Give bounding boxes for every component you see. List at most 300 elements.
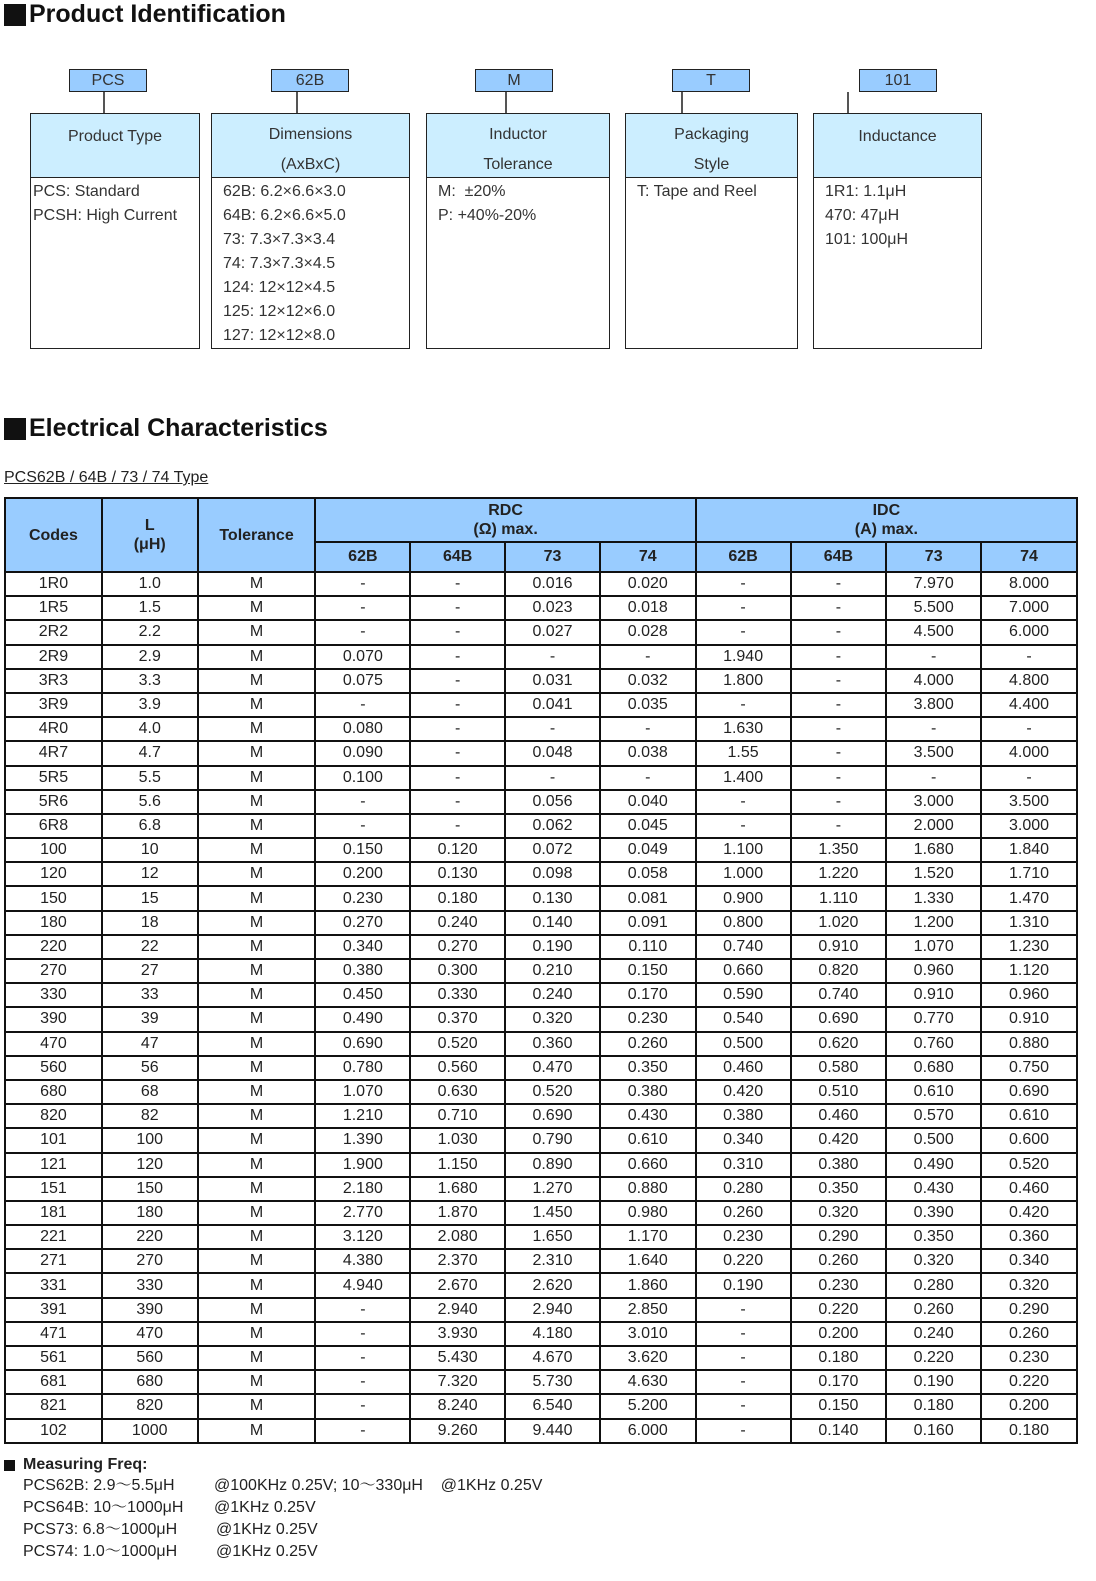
header-rdc-64b: 64B (410, 542, 505, 572)
cell-rdc-64b: - (410, 790, 505, 814)
heading-line: Inductor (489, 126, 547, 143)
cell-rdc-64b: 0.560 (410, 1056, 505, 1080)
id-item: 125: 12×12×6.0 (223, 303, 336, 320)
header-tolerance: Tolerance (198, 498, 316, 572)
heading-line: Style (693, 156, 730, 173)
cell-rdc-64b: 1.150 (410, 1153, 505, 1177)
measuring-range: PCS64B: 10～1000μH (23, 1499, 184, 1516)
cell-idc-64b: 0.200 (791, 1322, 887, 1346)
cell-rdc-74: 4.630 (600, 1370, 696, 1394)
cell-idc-64b: 1.350 (791, 838, 887, 862)
cell-code: 5R6 (5, 790, 102, 814)
cell-rdc-64b: 7.320 (410, 1370, 505, 1394)
id-item: PCS: Standard (33, 183, 140, 200)
cell-idc-73: 0.610 (886, 1080, 981, 1104)
header-idc-74: 74 (981, 542, 1077, 572)
cell-code: 4R0 (5, 717, 102, 741)
header-idc-line1: IDC (872, 502, 901, 519)
cell-rdc-62b: 0.075 (315, 669, 410, 693)
cell-rdc-73: 0.890 (505, 1153, 600, 1177)
table-row (5, 1322, 1077, 1346)
cell-rdc-73: - (505, 766, 600, 790)
cell-tolerance: M (198, 596, 316, 620)
cell-idc-73: 4.000 (886, 669, 981, 693)
cell-rdc-74: 0.049 (600, 838, 696, 862)
cell-tolerance: M (198, 1056, 316, 1080)
cell-rdc-62b: 3.120 (315, 1225, 410, 1249)
cell-rdc-64b: 3.930 (410, 1322, 505, 1346)
cell-code: 330 (5, 983, 102, 1007)
table-row (5, 959, 1077, 983)
cell-rdc-62b: 1.070 (315, 1080, 410, 1104)
header-rdc-74: 74 (600, 542, 696, 572)
cell-code: 2R9 (5, 645, 102, 669)
cell-idc-74: 0.360 (981, 1225, 1077, 1249)
square-bullet-icon (4, 4, 26, 26)
cell-idc-73: 7.970 (886, 572, 981, 596)
measuring-freq-title: Measuring Freq: (23, 1456, 148, 1473)
cell-rdc-64b: - (410, 645, 505, 669)
cell-inductance: 1000 (102, 1419, 198, 1443)
table-row (5, 1128, 1077, 1152)
id-column-body (427, 178, 609, 228)
cell-code: 2R2 (5, 620, 102, 644)
cell-idc-62b: 0.260 (696, 1201, 791, 1225)
cell-rdc-64b: 0.270 (410, 935, 505, 959)
cell-inductance: 22 (102, 935, 198, 959)
cell-idc-73: 3.000 (886, 790, 981, 814)
cell-rdc-73: 0.140 (505, 911, 600, 935)
id-column-tolerance (426, 113, 610, 349)
cell-idc-73: 0.280 (886, 1273, 981, 1297)
cell-inductance: 27 (102, 959, 198, 983)
cell-inductance: 47 (102, 1032, 198, 1056)
cell-tolerance: M (198, 959, 316, 983)
cell-rdc-62b: - (315, 814, 410, 838)
cell-rdc-64b: 0.370 (410, 1007, 505, 1031)
cell-rdc-73: 4.180 (505, 1322, 600, 1346)
id-item: 64B: 6.2×6.6×5.0 (223, 207, 346, 224)
measuring-condition: @100KHz 0.25V; 10～330μH @1KHz 0.25V (214, 1477, 543, 1494)
cell-idc-62b: - (696, 1322, 791, 1346)
cell-rdc-74: 0.018 (600, 596, 696, 620)
cell-idc-74: 0.690 (981, 1080, 1077, 1104)
cell-idc-62b: 0.900 (696, 886, 791, 910)
table-subtitle: PCS62B / 64B / 73 / 74 Type (4, 469, 209, 486)
cell-idc-73: 0.500 (886, 1128, 981, 1152)
cell-rdc-74: 0.230 (600, 1007, 696, 1031)
cell-tolerance: M (198, 1225, 316, 1249)
id-column-dimensions (211, 113, 410, 349)
cell-rdc-74: 0.038 (600, 741, 696, 765)
cell-rdc-62b: - (315, 1298, 410, 1322)
measuring-range: PCS73: 6.8～1000μH (23, 1521, 178, 1538)
cell-idc-62b: 0.740 (696, 935, 791, 959)
table-row (5, 766, 1077, 790)
cell-inductance: 5.6 (102, 790, 198, 814)
measuring-freq-heading (4, 1455, 542, 1475)
cell-rdc-73: 0.031 (505, 669, 600, 693)
id-item: 1R1: 1.1μH (825, 183, 907, 200)
cell-rdc-62b: 2.180 (315, 1177, 410, 1201)
connector-line (103, 92, 105, 113)
cell-rdc-62b: - (315, 693, 410, 717)
cell-idc-64b: 1.220 (791, 862, 887, 886)
cell-rdc-74: 0.110 (600, 935, 696, 959)
cell-rdc-74: 6.000 (600, 1419, 696, 1443)
cell-rdc-74: - (600, 717, 696, 741)
cell-code: 470 (5, 1032, 102, 1056)
cell-code: 270 (5, 959, 102, 983)
cell-rdc-73: - (505, 717, 600, 741)
heading-line: Inductance (858, 128, 937, 145)
cell-rdc-74: 0.350 (600, 1056, 696, 1080)
table-row (5, 862, 1077, 886)
cell-idc-64b: 0.170 (791, 1370, 887, 1394)
cell-code: 3R3 (5, 669, 102, 693)
table-row (5, 814, 1077, 838)
cell-rdc-62b: 4.940 (315, 1273, 410, 1297)
cell-rdc-64b: 2.080 (410, 1225, 505, 1249)
section-title-text: Electrical Characteristics (29, 414, 328, 442)
cell-idc-73: 1.520 (886, 862, 981, 886)
id-item: 73: 7.3×7.3×3.4 (223, 231, 336, 248)
header-codes: Codes (5, 498, 102, 572)
table-row (5, 1225, 1077, 1249)
table-row (5, 741, 1077, 765)
cell-tolerance: M (198, 669, 316, 693)
cell-rdc-73: 0.790 (505, 1128, 600, 1152)
cell-rdc-74: 0.032 (600, 669, 696, 693)
cell-tolerance: M (198, 1394, 316, 1418)
cell-rdc-73: 0.048 (505, 741, 600, 765)
id-column-heading (31, 114, 199, 178)
cell-idc-73: 1.680 (886, 838, 981, 862)
cell-idc-73: 0.180 (886, 1394, 981, 1418)
cell-inductance: 470 (102, 1322, 198, 1346)
cell-rdc-73: 0.062 (505, 814, 600, 838)
cell-code: 221 (5, 1225, 102, 1249)
cell-idc-62b: 0.540 (696, 1007, 791, 1031)
cell-code: 821 (5, 1394, 102, 1418)
cell-tolerance: M (198, 911, 316, 935)
table-row (5, 1177, 1077, 1201)
cell-rdc-62b: 0.230 (315, 886, 410, 910)
cell-rdc-62b: 0.270 (315, 911, 410, 935)
cell-rdc-64b: 0.630 (410, 1080, 505, 1104)
cell-rdc-64b: 0.130 (410, 862, 505, 886)
cell-rdc-73: 0.098 (505, 862, 600, 886)
cell-idc-73: 0.960 (886, 959, 981, 983)
cell-idc-74: 1.470 (981, 886, 1077, 910)
cell-rdc-64b: - (410, 814, 505, 838)
cell-rdc-64b: 2.370 (410, 1249, 505, 1273)
cell-rdc-73: 2.940 (505, 1298, 600, 1322)
cell-rdc-73: 0.027 (505, 620, 600, 644)
cell-inductance: 56 (102, 1056, 198, 1080)
cell-rdc-62b: - (315, 1370, 410, 1394)
cell-idc-74: 6.000 (981, 620, 1077, 644)
cell-idc-64b: 0.910 (791, 935, 887, 959)
cell-rdc-62b: - (315, 596, 410, 620)
header-idc-62b: 62B (696, 542, 791, 572)
cell-idc-64b: - (791, 790, 887, 814)
heading-line: Packaging (674, 126, 749, 143)
cell-rdc-74: 0.035 (600, 693, 696, 717)
cell-inductance: 6.8 (102, 814, 198, 838)
id-item: 62B: 6.2×6.6×3.0 (223, 183, 346, 200)
cell-idc-73: 0.320 (886, 1249, 981, 1273)
cell-idc-74: - (981, 766, 1077, 790)
table-row (5, 620, 1077, 644)
id-column-body (31, 178, 199, 228)
cell-code: 121 (5, 1153, 102, 1177)
cell-inductance: 680 (102, 1370, 198, 1394)
heading-line: Dimensions (268, 126, 353, 143)
section-title-text: Product Identification (29, 0, 286, 28)
cell-idc-62b: 0.190 (696, 1273, 791, 1297)
cell-idc-73: 4.500 (886, 620, 981, 644)
cell-rdc-73: 0.210 (505, 959, 600, 983)
cell-rdc-64b: 9.260 (410, 1419, 505, 1443)
cell-rdc-62b: - (315, 1322, 410, 1346)
measuring-freq-notes (4, 1455, 542, 1563)
cell-idc-74: 4.800 (981, 669, 1077, 693)
cell-idc-62b: 0.220 (696, 1249, 791, 1273)
cell-idc-74: 0.610 (981, 1104, 1077, 1128)
electrical-table-body (5, 572, 1077, 1443)
id-column-heading (626, 114, 797, 178)
id-column-body (626, 178, 797, 204)
cell-code: 100 (5, 838, 102, 862)
cell-idc-74: 0.460 (981, 1177, 1077, 1201)
cell-idc-62b: 0.660 (696, 959, 791, 983)
header-idc-line2: (A) max. (854, 521, 918, 538)
cell-tolerance: M (198, 572, 316, 596)
cell-idc-73: 1.200 (886, 911, 981, 935)
cell-code: 1R0 (5, 572, 102, 596)
cell-inductance: 120 (102, 1153, 198, 1177)
cell-inductance: 330 (102, 1273, 198, 1297)
cell-idc-64b: 0.230 (791, 1273, 887, 1297)
id-column-product-type (30, 113, 200, 349)
cell-rdc-73: 0.016 (505, 572, 600, 596)
cell-rdc-64b: 8.240 (410, 1394, 505, 1418)
cell-idc-64b: - (791, 741, 887, 765)
cell-idc-74: - (981, 645, 1077, 669)
cell-rdc-73: - (505, 645, 600, 669)
cell-rdc-74: 0.880 (600, 1177, 696, 1201)
cell-code: 6R8 (5, 814, 102, 838)
cell-idc-62b: 1.630 (696, 717, 791, 741)
cell-rdc-64b: 1.030 (410, 1128, 505, 1152)
cell-inductance: 39 (102, 1007, 198, 1031)
cell-inductance: 2.2 (102, 620, 198, 644)
id-column-inductance (813, 113, 982, 349)
cell-inductance: 180 (102, 1201, 198, 1225)
cell-rdc-73: 0.360 (505, 1032, 600, 1056)
table-row (5, 1056, 1077, 1080)
cell-idc-74: 1.840 (981, 838, 1077, 862)
measuring-range: PCS62B: 2.9～5.5μH (23, 1477, 175, 1494)
cell-idc-62b: - (696, 1370, 791, 1394)
table-row (5, 1298, 1077, 1322)
cell-rdc-62b: 1.390 (315, 1128, 410, 1152)
cell-idc-73: 0.570 (886, 1104, 981, 1128)
cell-rdc-62b: 0.150 (315, 838, 410, 862)
cell-rdc-62b: 0.380 (315, 959, 410, 983)
cell-rdc-74: - (600, 645, 696, 669)
cell-inductance: 3.9 (102, 693, 198, 717)
id-item: 74: 7.3×7.3×4.5 (223, 255, 336, 272)
id-item: T: Tape and Reel (637, 183, 757, 200)
cell-inductance: 270 (102, 1249, 198, 1273)
cell-idc-64b: 0.620 (791, 1032, 887, 1056)
table-row (5, 1032, 1077, 1056)
cell-idc-73: 0.910 (886, 983, 981, 1007)
header-idc-64b: 64B (791, 542, 887, 572)
cell-inductance: 5.5 (102, 766, 198, 790)
cell-idc-73: 0.240 (886, 1322, 981, 1346)
cell-rdc-62b: 1.900 (315, 1153, 410, 1177)
cell-idc-64b: 0.150 (791, 1394, 887, 1418)
cell-tolerance: M (198, 1370, 316, 1394)
code-box-packaging: T (672, 69, 750, 92)
cell-idc-73: 0.770 (886, 1007, 981, 1031)
cell-idc-74: 1.310 (981, 911, 1077, 935)
cell-rdc-73: 9.440 (505, 1419, 600, 1443)
cell-rdc-73: 0.240 (505, 983, 600, 1007)
cell-rdc-73: 0.072 (505, 838, 600, 862)
cell-idc-64b: 0.740 (791, 983, 887, 1007)
cell-rdc-74: 1.860 (600, 1273, 696, 1297)
cell-tolerance: M (198, 693, 316, 717)
cell-rdc-74: 0.660 (600, 1153, 696, 1177)
id-column-heading (427, 114, 609, 178)
cell-tolerance: M (198, 1153, 316, 1177)
id-item: 127: 12×12×8.0 (223, 327, 336, 344)
cell-idc-64b: - (791, 814, 887, 838)
cell-idc-73: 5.500 (886, 596, 981, 620)
cell-rdc-74: 0.980 (600, 1201, 696, 1225)
cell-tolerance: M (198, 935, 316, 959)
table-row (5, 935, 1077, 959)
cell-rdc-74: 0.380 (600, 1080, 696, 1104)
id-item: PCSH: High Current (33, 207, 178, 224)
heading-line: Tolerance (483, 156, 553, 173)
cell-rdc-64b: 2.940 (410, 1298, 505, 1322)
cell-rdc-64b: 0.300 (410, 959, 505, 983)
cell-idc-64b: 0.180 (791, 1346, 887, 1370)
cell-rdc-64b: 0.330 (410, 983, 505, 1007)
code-box-product-type: PCS (69, 69, 147, 92)
cell-code: 5R5 (5, 766, 102, 790)
cell-idc-64b: - (791, 596, 887, 620)
cell-idc-74: 0.520 (981, 1153, 1077, 1177)
cell-rdc-64b: - (410, 620, 505, 644)
id-item: P: +40%-20% (438, 207, 537, 224)
cell-rdc-73: 1.450 (505, 1201, 600, 1225)
id-item: M: ±20% (438, 183, 506, 200)
cell-idc-62b: 0.590 (696, 983, 791, 1007)
cell-code: 471 (5, 1322, 102, 1346)
id-item: 101: 100μH (825, 231, 909, 248)
cell-idc-74: 3.000 (981, 814, 1077, 838)
square-bullet-icon (4, 418, 26, 440)
cell-idc-73: 0.390 (886, 1201, 981, 1225)
cell-tolerance: M (198, 838, 316, 862)
cell-idc-74: 0.600 (981, 1128, 1077, 1152)
code-box-tolerance: M (475, 69, 553, 92)
measuring-condition: @1KHz 0.25V (214, 1499, 316, 1516)
cell-idc-74: 8.000 (981, 572, 1077, 596)
cell-rdc-62b: 0.490 (315, 1007, 410, 1031)
header-l (102, 498, 198, 572)
cell-inductance: 100 (102, 1128, 198, 1152)
cell-rdc-64b: - (410, 766, 505, 790)
cell-idc-74: 0.340 (981, 1249, 1077, 1273)
table-row (5, 693, 1077, 717)
cell-code: 180 (5, 911, 102, 935)
cell-inductance: 2.9 (102, 645, 198, 669)
measuring-line (4, 1497, 542, 1519)
cell-code: 560 (5, 1056, 102, 1080)
cell-rdc-74: 0.040 (600, 790, 696, 814)
cell-idc-73: 0.760 (886, 1032, 981, 1056)
cell-inductance: 1.5 (102, 596, 198, 620)
cell-rdc-62b: 0.450 (315, 983, 410, 1007)
cell-idc-64b: - (791, 766, 887, 790)
cell-inductance: 12 (102, 862, 198, 886)
cell-rdc-74: 0.020 (600, 572, 696, 596)
cell-rdc-73: 0.190 (505, 935, 600, 959)
cell-rdc-73: 0.023 (505, 596, 600, 620)
cell-inductance: 560 (102, 1346, 198, 1370)
cell-tolerance: M (198, 1273, 316, 1297)
cell-rdc-74: 0.028 (600, 620, 696, 644)
cell-tolerance: M (198, 790, 316, 814)
cell-rdc-74: 0.150 (600, 959, 696, 983)
cell-idc-73: 0.220 (886, 1346, 981, 1370)
cell-rdc-64b: - (410, 741, 505, 765)
cell-rdc-74: - (600, 766, 696, 790)
cell-idc-74: 1.230 (981, 935, 1077, 959)
cell-idc-62b: - (696, 1394, 791, 1418)
measuring-condition: @1KHz 0.25V (216, 1543, 318, 1560)
cell-rdc-73: 2.310 (505, 1249, 600, 1273)
cell-rdc-74: 0.610 (600, 1128, 696, 1152)
cell-idc-64b: 0.140 (791, 1419, 887, 1443)
cell-idc-74: 0.420 (981, 1201, 1077, 1225)
id-column-body (814, 178, 981, 252)
cell-idc-74: 0.290 (981, 1298, 1077, 1322)
cell-rdc-74: 0.170 (600, 983, 696, 1007)
header-rdc (315, 498, 695, 542)
cell-rdc-73: 0.520 (505, 1080, 600, 1104)
table-row (5, 1249, 1077, 1273)
cell-tolerance: M (198, 1177, 316, 1201)
cell-idc-62b: 0.460 (696, 1056, 791, 1080)
table-row (5, 911, 1077, 935)
heading-line: Product Type (68, 128, 162, 145)
cell-idc-64b: - (791, 620, 887, 644)
cell-idc-74: 4.400 (981, 693, 1077, 717)
cell-rdc-64b: - (410, 596, 505, 620)
cell-tolerance: M (198, 717, 316, 741)
cell-tolerance: M (198, 886, 316, 910)
cell-idc-62b: 0.800 (696, 911, 791, 935)
product-identification-title (4, 0, 286, 29)
